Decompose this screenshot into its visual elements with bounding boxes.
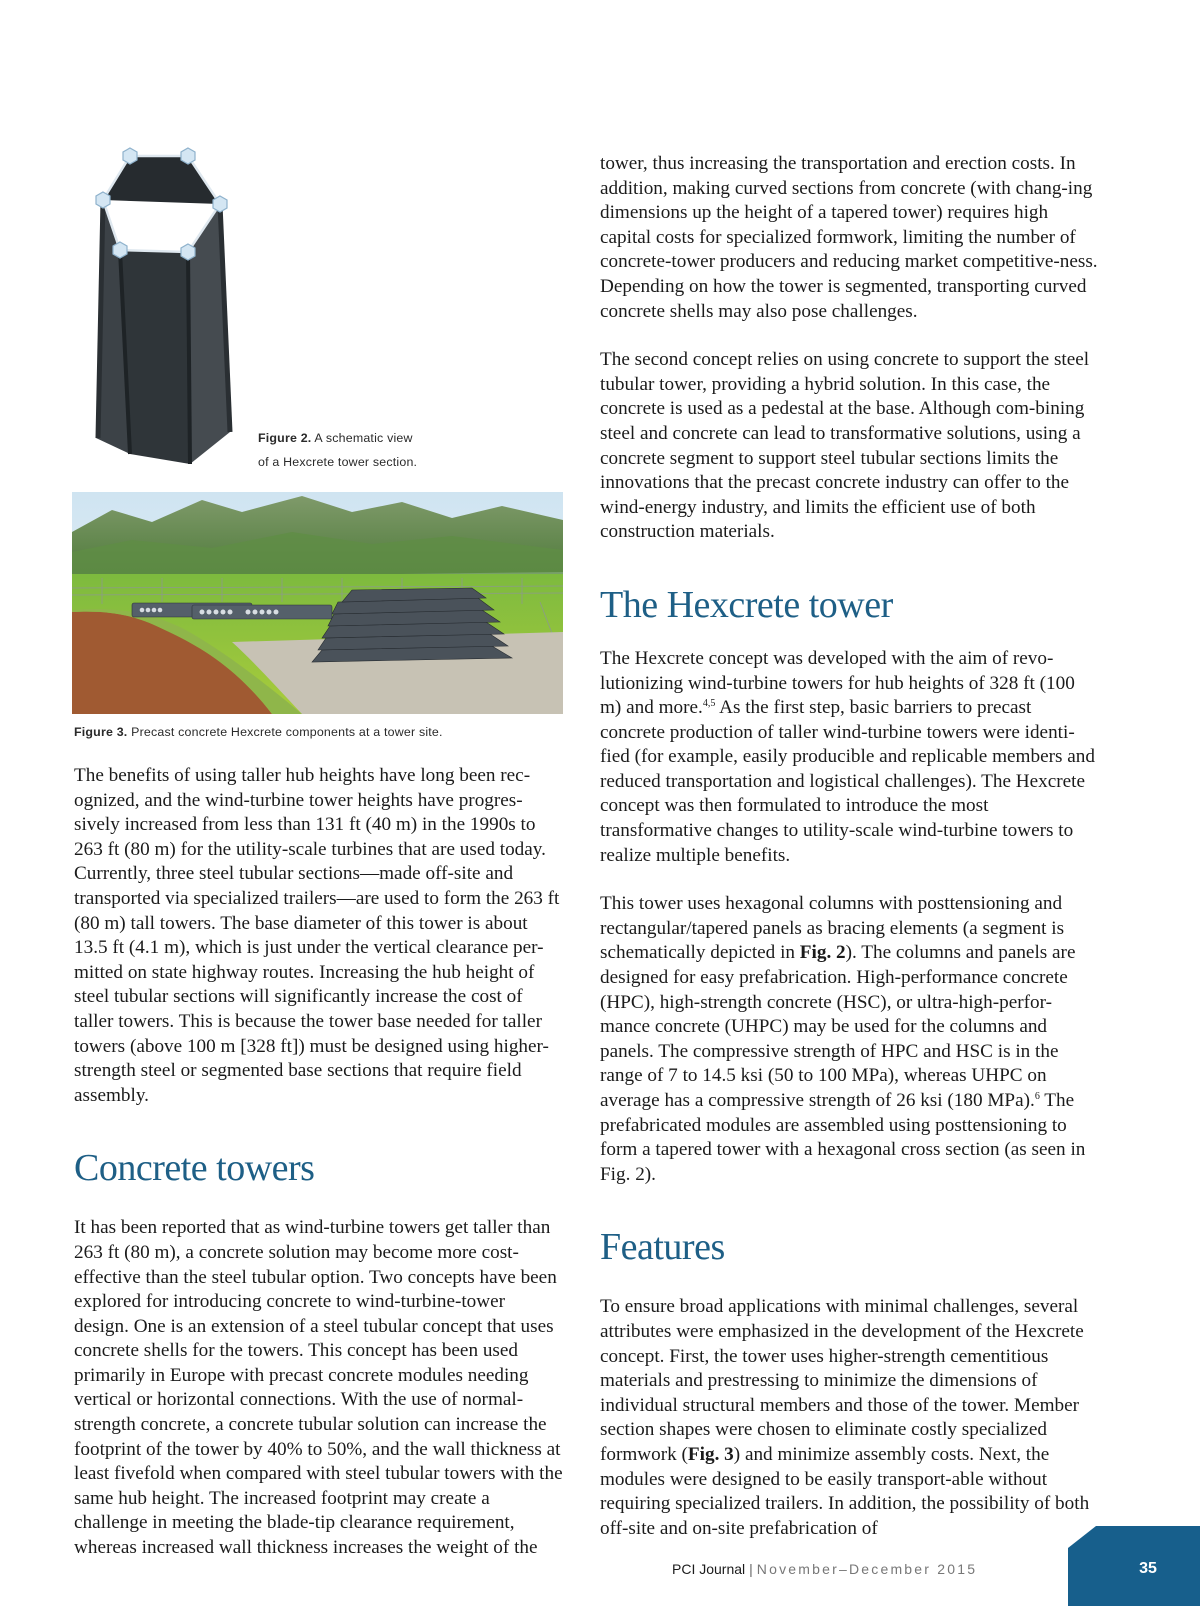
heading-hexcrete-tower: The Hexcrete tower (600, 583, 893, 626)
column-cap-3 (213, 196, 227, 212)
paragraph-hexcrete-concept: The Hexcrete concept was developed with the aim of revo-lutionizing wind-turbine towers for hub heights of 328 ft (100 m) and more.$^{4,5}$ As the first step, basic barriers to precast concrete production of taller wind-turbine towers were identi-fied (for example, easily producible and replicable members and reduced transportation and logistical challenges). The Hexcrete concept was then formulated to introduce the most transformative changes to utility-scale wind-turbine towers to realize multiple benefits. (600, 647, 1095, 866)
journal-name: PCI Journal (672, 1561, 746, 1577)
figure-2-label: Figure 2. (258, 431, 312, 445)
page-number: 35 (1139, 1560, 1157, 1577)
column-cap-5 (113, 242, 127, 258)
figure-3-label: Figure 3. (74, 725, 128, 739)
citation-4-5: 4,5 (702, 698, 716, 710)
right-column (600, 152, 1100, 1541)
column-cap-1 (123, 148, 137, 164)
paragraph-tower-costs: tower, thus increasing the transportation and erection costs. In addition, making curved sections from concrete (with chang-ing dimensions up the height of a tapered tower) requires high capital costs for specialized formwork, limiting the number of concrete-tower producers and reducing market competitive-ness. Depending on how the tower is segmented, transporting curved concrete shells may also pose challenges. (600, 153, 1098, 322)
left-column (74, 764, 564, 1561)
heading-concrete-towers: Concrete towers (74, 1147, 315, 1190)
heading-features: Features (600, 1226, 725, 1269)
tower-site-render (72, 492, 563, 714)
paragraph-concrete-concepts: It has been reported that as wind-turbine towers get taller than 263 ft (80 m), a concrete solution may become more cost-effective than the steel tubular option. Two concepts have been explored for introducing concrete to wind-turbine-tower design. One is an extension of a steel tubular concept that uses concrete shells for the towers. This concept has been used primarily in Europe with precast concrete modules needing vertical or horizontal connections. With the use of normal-strength concrete, a concrete tubular solution can increase the footprint of the tower by 40% to 50%, and the wall thickness at least fivefold when compared with steel tubular towers with the same hub height. The increased footprint may create a challenge in meeting the blade-tip clearance requirement, whereas increased wall thickness increases the weight of the (74, 1217, 563, 1559)
issue-date: November–December 2015 (756, 1561, 978, 1577)
figure-2-caption-line2: of a Hexcrete tower section. (258, 455, 418, 469)
paragraph-features: To ensure broad applications with minimal challenges, several attributes were emphasized in the development of the Hexcrete concept. First, the tower uses higher-strength cementitious materials and prestressing to minimize the dimensions of individual structural members and those of the tower. Member section shapes were chosen to eliminate costly specialized formwork (Fig. 3) and minimize assembly costs. Next, the modules were designed to be easily transport-able without requiring specialized trailers. In addition, the possibility of both off-site and on-site prefabrication of (600, 1296, 1090, 1539)
figure-3-caption-text: Precast concrete Hexcrete components at a tower site. (131, 725, 443, 739)
column-cap-2 (181, 148, 195, 164)
fig-3-reference: Fig. 3 (687, 1443, 734, 1465)
column-cap-6 (96, 192, 110, 208)
column-cap-4 (181, 244, 195, 260)
paragraph-hexagonal-columns: This tower uses hexagonal columns with posttensioning and rectangular/tapered panels as bracing elements (a segment is schematically depicted in Fig. 2). The columns and panels are designed for easy prefabrication. High-performance concrete (HPC), high-strength concrete (HSC), or ultra-high-perfor-mance concrete (UHPC) may be used for the columns and panels. The compressive strength of HPC and HSC is in the range of 7 to 14.5 ksi (50 to 100 MPa), whereas UHPC on average has a compressive strength of 26 ksi (180 MPa).$^6$ The prefabricated modules are assembled using posttensioning to form a tapered tower with a hexagonal cross section (as seen in Fig. 2). (600, 893, 1086, 1185)
figure-2-caption-line1: A schematic view (314, 431, 413, 445)
figure-2-caption (258, 426, 458, 474)
fig-2-reference: Fig. 2 (799, 942, 846, 964)
paragraph-second-concept: The second concept relies on using concrete to support the steel tubular tower, providing a hybrid solution. In this case, the concrete is used as a pedestal at the base. Although com-bining steel and concrete can lead to transformative solutions, using a concrete segment to support steel tubular sections limits the innovations that the precast concrete industry can offer to the wind-energy industry, and limits the efficient use of both construction materials. (600, 349, 1090, 543)
footer-journal-line (672, 1561, 977, 1577)
citation-6: 6 (1034, 1091, 1040, 1102)
figure-3-caption (74, 720, 594, 744)
paragraph-hub-heights: The benefits of using taller hub heights have long been rec-ognized, and the wind-turbine tower heights have progres-sively increased from less than 131 ft (40 m) in the 1990s to 263 ft (80 m) for the utility-scale turbines that are used today. Currently, three steel tubular sections—made off-site and transported via specialized trailers—are used to form the 263 ft (80 m) tall towers. The base diameter of this tower is about 13.5 ft (4.1 m), which is just under the vertical clearance per-mitted on state highway routes. Increasing the hub height of steel tubular sections will significantly increase the cost of taller towers. This is because the tower base needed for taller towers (above 100 m [328 ft]) must be designed using higher-strength steel or segmented base sections that require field assembly. (74, 765, 560, 1106)
tower-face-back (103, 156, 220, 204)
footer-separator: | (749, 1561, 753, 1577)
hexcrete-tower-schematic (90, 142, 250, 472)
